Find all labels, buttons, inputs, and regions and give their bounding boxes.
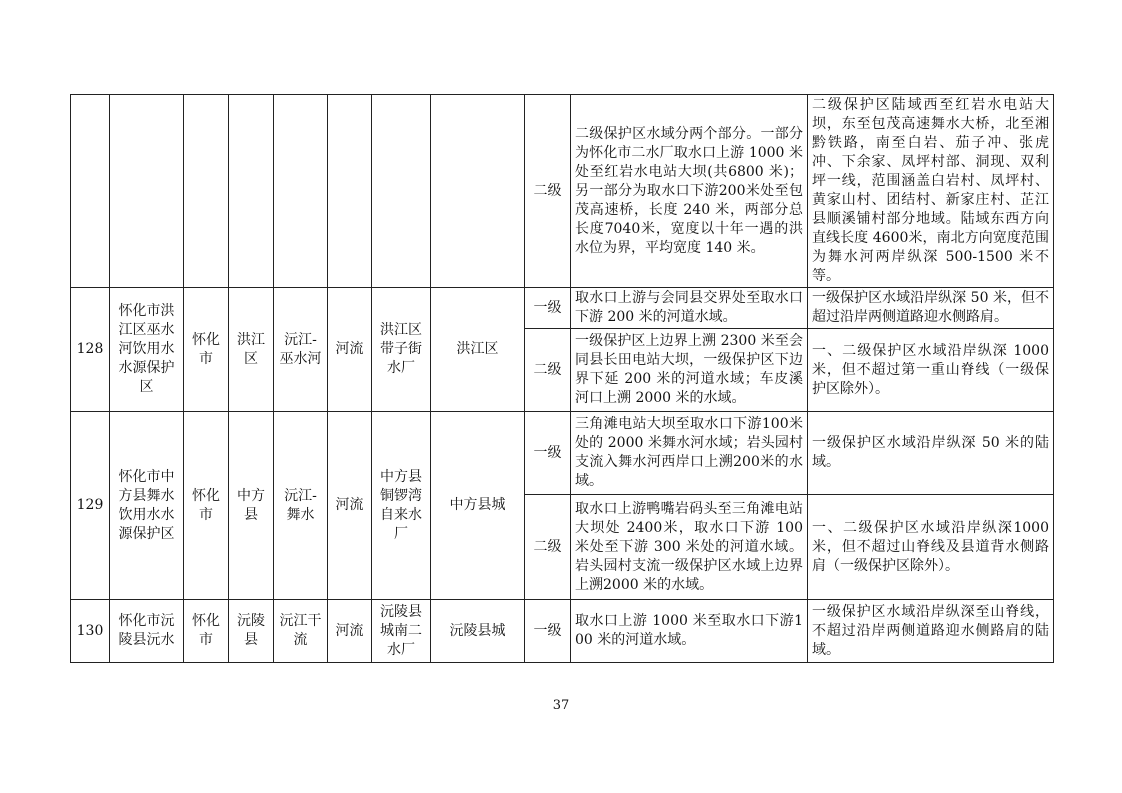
zone-name-cell: 怀化市洪江区巫水河饮用水水源保护区 (110, 288, 184, 412)
basin-cell: 沅江-巫水河 (274, 288, 328, 412)
cell-empty (110, 95, 184, 288)
service-area-cell: 沅陵县城 (431, 600, 525, 663)
level-cell: 一级 (525, 600, 571, 663)
service-area-cell: 中方县城 (431, 412, 525, 600)
land-scope-cell: 一级保护区水域沿岸纵深 50 米的陆域。 (808, 412, 1054, 495)
county-cell: 沅陵县 (229, 600, 274, 663)
protection-zone-table (70, 94, 1054, 663)
table-row (71, 600, 1054, 663)
city-cell: 怀化市 (184, 288, 229, 412)
level-cell: 一级 (525, 412, 571, 495)
cell-empty (372, 95, 431, 288)
water-plant-cell: 洪江区带子街水厂 (372, 288, 431, 412)
level-cell: 二级 (525, 95, 571, 288)
serial-number-cell: 128 (71, 288, 110, 412)
water-scope-cell: 二级保护区水域分两个部分。一部分为怀化市二水厂取水口上游 1000 米处至红岩水电站大坝(共6800 米)；另一部分为取水口下游200米处至包茂高速桥，长度 240 米，两部分总长度7040米，宽度以十年一遇的洪水位为界，平均宽度 140 米。 (571, 95, 808, 288)
cell-empty (71, 95, 110, 288)
city-cell: 怀化市 (184, 412, 229, 600)
cell-empty (229, 95, 274, 288)
water-plant-cell: 中方县铜锣湾自来水厂 (372, 412, 431, 600)
county-cell: 中方县 (229, 412, 274, 600)
cell-empty (184, 95, 229, 288)
zone-name-cell: 怀化市中方县舞水饮用水水源保护区 (110, 412, 184, 600)
level-cell: 二级 (525, 329, 571, 412)
level-cell: 二级 (525, 495, 571, 600)
serial-number-cell: 129 (71, 412, 110, 600)
service-area-cell: 洪江区 (431, 288, 525, 412)
cell-empty (274, 95, 328, 288)
land-scope-cell: 一、二级保护区水域沿岸纵深1000米，但不超过山脊线及县道背水侧路肩（一级保护区除外）。 (808, 495, 1054, 600)
water-scope-cell: 取水口上游与会同县交界处至取水口下游 200 米的河道水域。 (571, 288, 808, 329)
page-number: 37 (552, 698, 570, 713)
basin-cell: 沅江-舞水 (274, 412, 328, 600)
county-cell: 洪江区 (229, 288, 274, 412)
cell-empty (431, 95, 525, 288)
water-type-cell: 河流 (328, 600, 372, 663)
city-cell: 怀化市 (184, 600, 229, 663)
land-scope-cell: 一级保护区水域沿岸纵深 50 米，但不超过沿岸两侧道路迎水侧路肩。 (808, 288, 1054, 329)
water-scope-cell: 取水口上游鸭嘴岩码头至三角滩电站大坝处 2400米，取水口下游 100 米处至下游 300 米处的河道水域。岩头园村支流一级保护区水域上边界上溯2000 米的水域。 (571, 495, 808, 600)
land-scope-cell: 一级保护区水域沿岸纵深至山脊线，不超过沿岸两侧道路迎水侧路肩的陆域。 (808, 600, 1054, 663)
table-row (71, 288, 1054, 329)
table-row (71, 95, 1054, 288)
water-scope-cell: 三角滩电站大坝至取水口下游100米处的 2000 米舞水河水域；岩头园村支流入舞水河西岸口上溯200米的水域。 (571, 412, 808, 495)
level-cell: 一级 (525, 288, 571, 329)
land-scope-cell: 一、二级保护区水域沿岸纵深 1000 米，但不超过第一重山脊线（一级保护区除外）。 (808, 329, 1054, 412)
water-type-cell: 河流 (328, 412, 372, 600)
zone-name-cell: 怀化市沅陵县沅水 (110, 600, 184, 663)
water-plant-cell: 沅陵县城南二水厂 (372, 600, 431, 663)
basin-cell: 沅江干流 (274, 600, 328, 663)
water-scope-cell: 取水口上游 1000 米至取水口下游100 米的河道水域。 (571, 600, 808, 663)
table-row (71, 412, 1054, 495)
water-scope-cell: 一级保护区上边界上溯 2300 米至会同县长田电站大坝，一级保护区下边界下延 200 米的河道水域；车皮溪河口上溯 2000 米的水域。 (571, 329, 808, 412)
cell-empty (328, 95, 372, 288)
water-type-cell: 河流 (328, 288, 372, 412)
serial-number-cell: 130 (71, 600, 110, 663)
land-scope-cell: 二级保护区陆域西至红岩水电站大坝，东至包茂高速舞水大桥，北至湘黔铁路，南至白岩、茄子冲、张虎冲、下余家、凤坪村部、洞现、双利坪一线，范围涵盖白岩村、凤坪村、黄家山村、团结村、新家庄村、芷江县顺溪铺村部分地域。陆域东西方向直线长度 4600米，南北方向宽度范围为舞水河两岸纵深 500-1500 米不等。 (808, 95, 1054, 288)
